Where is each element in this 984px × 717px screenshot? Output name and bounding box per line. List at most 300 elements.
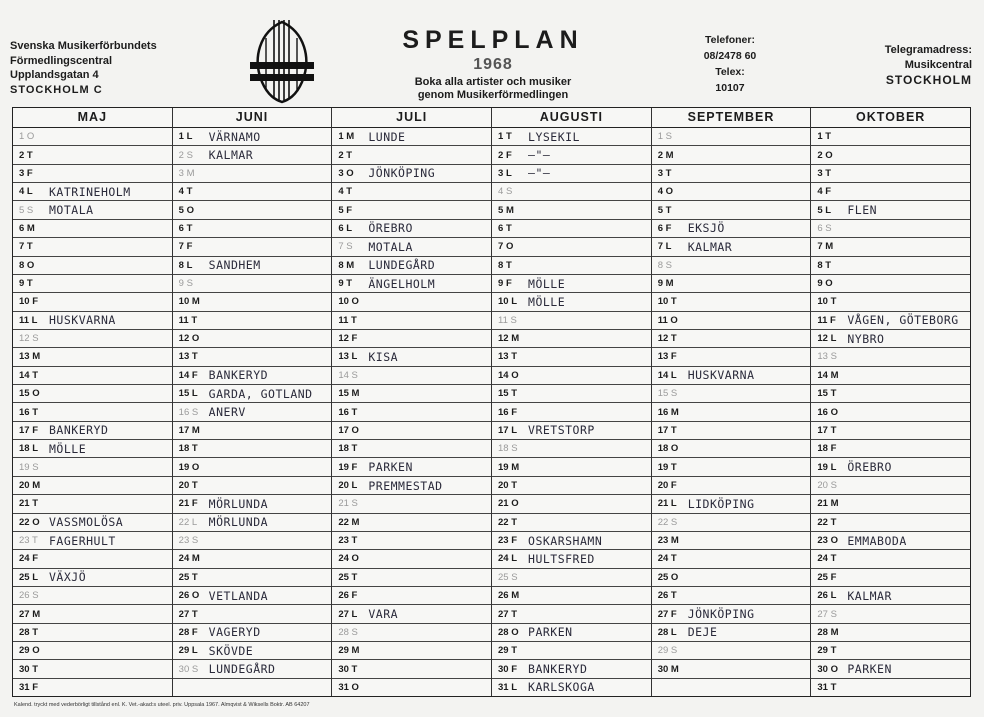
day-cell: [13, 642, 172, 660]
day-label: 5 L: [817, 204, 832, 216]
day-cell: [332, 275, 491, 293]
day-label: 21 F: [178, 498, 198, 510]
day-label: 15 S: [657, 388, 678, 400]
booking-note: BANKERYD: [49, 423, 109, 438]
day-cell: [652, 183, 811, 201]
day-label: 12 O: [178, 333, 200, 345]
day-cell: [652, 220, 811, 238]
day-cell: [811, 532, 970, 550]
day-cell: [173, 569, 332, 587]
day-label: 28 F: [178, 626, 198, 638]
month-header: AUGUSTI: [492, 108, 651, 128]
day-cell: [173, 238, 332, 256]
day-label: 29 L: [178, 645, 198, 657]
day-cell: [332, 587, 491, 605]
day-cell: [332, 220, 491, 238]
day-label: 14 T: [19, 369, 39, 381]
booking-note: FLEN: [847, 203, 878, 218]
booking-note: LIDKÖPING: [687, 496, 755, 511]
day-cell: [173, 458, 332, 476]
month-header: SEPTEMBER: [652, 108, 811, 128]
page-title: SPELPLAN: [402, 26, 584, 54]
day-label: 13 M: [19, 351, 41, 363]
day-label: 8 T: [817, 259, 832, 271]
day-cell: [811, 403, 970, 421]
day-cell: [492, 587, 651, 605]
day-label: 7 S: [338, 241, 353, 253]
day-label: 22 O: [19, 516, 40, 528]
day-label: 20 T: [178, 480, 198, 491]
day-cell: [811, 514, 970, 532]
day-label: 2 T: [19, 149, 33, 161]
day-label: 11 O: [657, 314, 678, 326]
day-label: 19 T: [657, 461, 677, 473]
day-cell: [13, 495, 172, 513]
day-label: 8 M: [338, 259, 355, 271]
day-label: 15 T: [498, 388, 518, 400]
day-cell: [332, 422, 491, 440]
day-label: 3 M: [178, 167, 195, 179]
day-cell: [811, 220, 970, 238]
day-cell: [13, 312, 172, 330]
day-label: 15 L: [178, 388, 198, 400]
day-label: 25 F: [817, 571, 837, 583]
day-cell: [332, 330, 491, 348]
day-cell: [492, 514, 651, 532]
day-cell: [492, 440, 651, 458]
day-label: 27 L: [338, 608, 358, 620]
day-label: 7 F: [178, 241, 193, 253]
day-cell: [13, 569, 172, 587]
day-label: 26 S: [19, 590, 39, 602]
day-cell: [811, 385, 970, 403]
day-label: 22 T: [498, 516, 518, 528]
day-cell: [173, 642, 332, 660]
month-column: [811, 108, 970, 696]
day-label: 11 L: [19, 314, 38, 326]
month-header: JUNI: [173, 108, 332, 128]
booking-note: NYBRO: [847, 331, 885, 346]
day-label: 7 T: [19, 241, 33, 253]
day-cell: [652, 146, 811, 164]
day-label: 10 F: [19, 296, 39, 308]
month-column: [173, 108, 333, 696]
day-cell: [492, 458, 651, 476]
day-cell: [13, 367, 172, 385]
day-label: 23 O: [817, 535, 838, 547]
day-label: 3 F: [19, 167, 33, 179]
booking-note: VÄXJÖ: [49, 570, 87, 585]
lyre-logo-icon: [246, 18, 318, 104]
day-label: 13 F: [657, 351, 677, 363]
day-cell: [652, 458, 811, 476]
day-label: 23 F: [498, 535, 518, 547]
day-cell: [811, 201, 970, 219]
month-column: [492, 108, 652, 696]
day-label: 24 T: [657, 553, 677, 565]
org-line: Upplandsgatan 4: [10, 69, 99, 81]
day-cell: [811, 312, 970, 330]
day-cell: [811, 440, 970, 458]
day-cell: [811, 367, 970, 385]
day-cell: [13, 605, 172, 623]
day-cell: [13, 440, 172, 458]
day-cell: [173, 514, 332, 532]
day-label: 26 L: [817, 590, 837, 602]
day-cell: [652, 440, 811, 458]
telex-number: 10107: [715, 82, 745, 94]
day-label: 8 S: [657, 259, 672, 271]
day-cell: [652, 275, 811, 293]
day-cell: [652, 128, 811, 146]
day-cell: [13, 514, 172, 532]
day-cell: [811, 146, 970, 164]
day-label: 1 S: [657, 131, 672, 143]
booking-note: SANDHEM: [208, 258, 261, 273]
booking-note: HULTSFRED: [528, 551, 595, 566]
booking-note: MÖLLE: [528, 276, 566, 291]
day-label: 31 T: [817, 681, 837, 693]
day-cell: [332, 385, 491, 403]
day-label: 15 O: [19, 388, 40, 400]
day-label: 3 T: [657, 167, 672, 179]
day-label: 14 L: [657, 369, 677, 381]
day-label: 30 O: [817, 663, 838, 675]
day-cell: [811, 422, 970, 440]
day-label: 12 T: [657, 333, 677, 345]
day-label: 27 T: [178, 608, 198, 620]
booking-note: KALMAR: [687, 239, 733, 254]
day-cell: [173, 477, 332, 495]
day-cell: [13, 348, 172, 366]
day-cell: [173, 330, 332, 348]
day-cell: [652, 569, 811, 587]
org-line: Förmedlingscentral: [10, 54, 113, 67]
day-label: 18 S: [498, 443, 518, 455]
day-label: 14 F: [178, 369, 198, 381]
phone-info: [680, 32, 780, 96]
booking-note: MÖRLUNDA: [208, 496, 269, 511]
telex-label: Telex:: [715, 66, 745, 78]
day-label: 20 L: [338, 480, 358, 491]
day-label: 21 O: [498, 498, 519, 510]
day-cell: [13, 293, 172, 311]
day-label: 1 L: [178, 131, 193, 143]
day-cell: [652, 550, 811, 568]
booking-note: BANKERYD: [208, 368, 269, 383]
day-label: 10 T: [817, 296, 837, 308]
day-cell: [13, 679, 172, 696]
day-cell: [811, 165, 970, 183]
day-cell: [173, 587, 332, 605]
day-cell: [652, 165, 811, 183]
day-label: 25 T: [338, 571, 358, 583]
day-label: 10 T: [657, 296, 677, 308]
day-label: 13 S: [817, 351, 837, 363]
day-cell: [652, 312, 811, 330]
day-cell: [492, 257, 651, 275]
day-label: 30 T: [338, 663, 358, 675]
day-cell: [492, 275, 651, 293]
day-label: 24 M: [178, 553, 200, 565]
day-cell: [652, 201, 811, 219]
schedule-grid: [12, 107, 971, 697]
day-label: 6 L: [338, 222, 353, 234]
month-column: [332, 108, 492, 696]
day-cell: [13, 146, 172, 164]
day-cell: [652, 257, 811, 275]
day-cell: [332, 569, 491, 587]
day-label: 17 O: [338, 424, 359, 436]
day-label: 25 L: [19, 571, 39, 583]
day-cell: [173, 385, 332, 403]
booking-note: PREMMESTAD: [368, 478, 443, 493]
booking-note: SKÖVDE: [208, 643, 254, 658]
booking-note: LUNDE: [368, 129, 406, 144]
booking-note: EKSJÖ: [687, 221, 725, 236]
day-cell: [13, 257, 172, 275]
day-label: 19 L: [817, 461, 837, 473]
day-label: 12 F: [338, 333, 358, 345]
day-cell: [492, 165, 651, 183]
day-cell: [652, 477, 811, 495]
booking-note: DEJE: [687, 625, 718, 640]
day-label: 7 O: [498, 241, 514, 253]
day-label: 4 O: [657, 186, 673, 198]
day-label: 20 S: [817, 480, 837, 491]
day-cell: [811, 257, 970, 275]
day-label: 16 M: [657, 406, 679, 418]
day-cell: [173, 128, 332, 146]
booking-note: VÄRNAMO: [208, 129, 261, 144]
day-cell: [173, 312, 332, 330]
day-label: 3 T: [817, 167, 832, 179]
day-cell: [811, 128, 970, 146]
day-label: 10 L: [498, 296, 518, 308]
day-label: 27 S: [817, 608, 837, 620]
day-label: 16 O: [817, 406, 838, 418]
day-label: 15 T: [817, 388, 837, 400]
day-label: 17 T: [817, 424, 837, 436]
booking-note: VAGERYD: [208, 625, 261, 640]
day-cell: [332, 458, 491, 476]
day-label: 4 T: [338, 186, 353, 198]
day-cell: [652, 587, 811, 605]
day-cell: [332, 293, 491, 311]
day-label: 7 M: [817, 241, 834, 253]
day-label: 18 O: [657, 443, 679, 455]
day-label: 11 F: [817, 314, 836, 326]
day-cell: [332, 312, 491, 330]
day-cell: [811, 679, 970, 696]
booking-note: PARKEN: [528, 625, 573, 640]
phone-number: 08/2478 60: [703, 50, 757, 62]
day-cell: [811, 458, 970, 476]
day-cell: [13, 532, 172, 550]
day-cell: [173, 532, 332, 550]
booking-note: VARA: [368, 607, 399, 622]
day-cell: [492, 660, 651, 678]
day-label: 29 M: [338, 645, 360, 657]
day-cell: [652, 679, 811, 696]
day-label: 10 O: [338, 296, 359, 308]
day-cell: [811, 605, 970, 623]
day-label: 17 M: [178, 424, 200, 436]
day-cell: [13, 550, 172, 568]
day-cell: [811, 477, 970, 495]
org-line: STOCKHOLM C: [10, 83, 103, 96]
organization-address: [10, 39, 157, 97]
booking-note: KATRINEHOLM: [49, 184, 131, 199]
day-cell: [173, 165, 332, 183]
day-cell: [811, 495, 970, 513]
day-cell: [811, 348, 970, 366]
day-label: 22 L: [178, 516, 198, 528]
day-label: 12 M: [498, 333, 520, 345]
day-cell: [652, 293, 811, 311]
day-cell: [332, 128, 491, 146]
day-cell: [811, 238, 970, 256]
day-label: 5 S: [19, 204, 34, 216]
booking-note: LUNDEGÅRD: [208, 662, 276, 677]
day-cell: [173, 183, 332, 201]
day-label: 28 S: [338, 626, 358, 638]
day-cell: [332, 550, 491, 568]
day-label: 30 T: [19, 663, 39, 675]
day-cell: [173, 293, 332, 311]
booking-note: FAGERHULT: [49, 533, 116, 548]
tagline: [390, 76, 596, 102]
day-cell: [492, 367, 651, 385]
booking-note: LYSEKIL: [528, 129, 580, 144]
day-cell: [492, 128, 651, 146]
day-label: 4 F: [817, 186, 832, 198]
telegram-address: [885, 43, 972, 88]
day-label: 11 T: [178, 314, 198, 326]
day-label: 5 O: [178, 204, 194, 216]
day-cell: [332, 165, 491, 183]
day-label: 18 T: [338, 443, 358, 455]
booking-note: PARKEN: [368, 460, 413, 475]
day-cell: [492, 385, 651, 403]
day-label: 21 S: [338, 498, 358, 510]
day-label: 19 F: [338, 461, 358, 473]
year: 1968: [473, 56, 513, 73]
booking-note: VASSMOLÖSA: [49, 515, 124, 530]
day-cell: [332, 532, 491, 550]
booking-note: KARLSKOGA: [528, 680, 595, 695]
day-label: 2 O: [817, 149, 833, 161]
day-label: 1 M: [338, 131, 355, 143]
day-label: 4 L: [19, 186, 33, 198]
day-label: 22 S: [657, 516, 678, 528]
month-header: JULI: [332, 108, 491, 128]
tagline-line: genom Musikerförmedlingen: [417, 89, 569, 101]
day-label: 1 O: [19, 131, 35, 143]
day-cell: [13, 128, 172, 146]
day-cell: [173, 403, 332, 421]
day-cell: [492, 679, 651, 696]
day-label: 24 F: [19, 553, 39, 565]
telegram-line: STOCKHOLM: [885, 73, 972, 87]
day-label: 31 F: [19, 681, 39, 693]
day-cell: [332, 605, 491, 623]
booking-note: BANKERYD: [528, 662, 588, 677]
day-cell: [492, 220, 651, 238]
booking-note: PARKEN: [847, 662, 892, 677]
month-header: OKTOBER: [811, 108, 970, 128]
day-cell: [332, 477, 491, 495]
day-label: 5 F: [338, 204, 353, 216]
day-cell: [652, 238, 811, 256]
month-header: MAJ: [13, 108, 172, 128]
phone-label: Telefoner:: [705, 34, 755, 46]
day-cell: [13, 183, 172, 201]
day-cell: [13, 477, 172, 495]
day-label: 25 T: [178, 571, 198, 583]
day-label: 9 S: [178, 278, 193, 290]
day-cell: [811, 183, 970, 201]
booking-note: MOTALA: [368, 239, 413, 254]
day-label: 28 O: [498, 626, 519, 638]
day-label: 30 M: [657, 663, 679, 675]
day-cell: [492, 293, 651, 311]
day-cell: [811, 660, 970, 678]
day-cell: [332, 146, 491, 164]
day-cell: [492, 183, 651, 201]
booking-note: MÖLLE: [528, 294, 566, 309]
day-cell: [652, 330, 811, 348]
day-label: 16 T: [338, 406, 358, 418]
day-cell: [332, 367, 491, 385]
booking-note: KISA: [368, 349, 399, 364]
day-cell: [173, 275, 332, 293]
day-cell: [652, 348, 811, 366]
booking-note: HUSKVARNA: [49, 313, 116, 328]
day-cell: [492, 495, 651, 513]
day-label: 9 T: [338, 278, 353, 290]
day-label: 14 M: [817, 369, 839, 381]
day-label: 14 S: [338, 369, 358, 381]
day-label: 12 L: [817, 333, 837, 345]
day-label: 27 F: [657, 608, 677, 620]
booking-note: MÖRLUNDA: [208, 515, 269, 530]
day-label: 9 O: [817, 278, 833, 290]
day-cell: [652, 403, 811, 421]
day-label: 16 F: [498, 406, 518, 418]
day-label: 28 L: [657, 626, 677, 638]
day-cell: [173, 367, 332, 385]
day-label: 25 S: [498, 571, 518, 583]
day-label: 18 L: [19, 443, 39, 455]
day-cell: [13, 458, 172, 476]
day-cell: [492, 201, 651, 219]
day-cell: [13, 220, 172, 238]
day-label: 26 M: [498, 590, 520, 602]
day-label: 26 O: [178, 590, 200, 602]
day-cell: [811, 569, 970, 587]
day-label: 27 M: [19, 608, 41, 620]
day-label: 1 T: [817, 131, 832, 143]
day-label: 21 M: [817, 498, 839, 510]
day-label: 23 M: [657, 535, 679, 547]
booking-note: —"—: [528, 148, 551, 163]
day-cell: [492, 348, 651, 366]
day-cell: [173, 220, 332, 238]
day-label: 9 T: [19, 278, 33, 290]
day-cell: [492, 532, 651, 550]
day-cell: [492, 642, 651, 660]
